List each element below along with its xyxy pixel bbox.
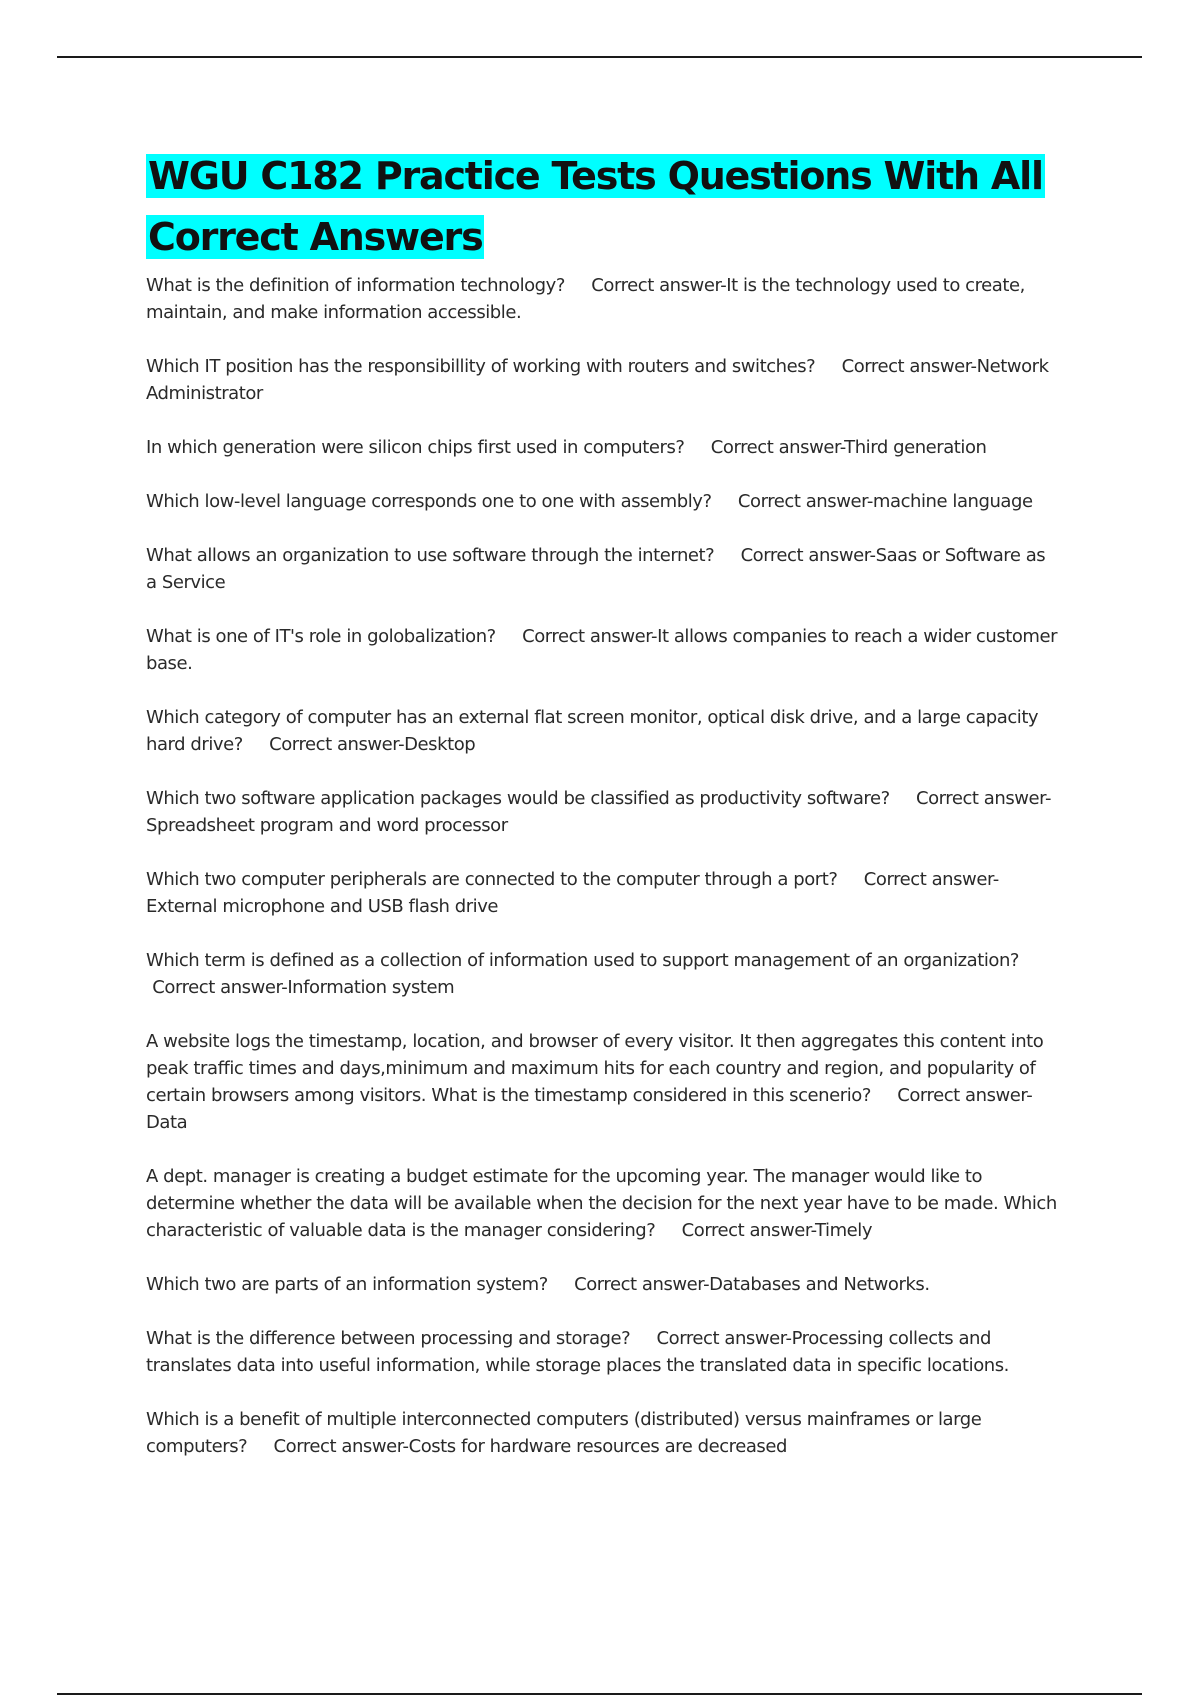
qa-item [146, 1325, 1061, 1379]
qa-item [146, 353, 1061, 407]
answer-text: Correct answer-Timely [681, 1220, 873, 1241]
question-text: Which category of computer has an external flat screen monitor, optical disk drive, and a large capacity hard drive? [146, 707, 1039, 755]
qa-item [146, 1406, 1061, 1460]
question-text: What is the definition of information technology? [146, 275, 565, 296]
question-text: What is the difference between processing and storage? [146, 1328, 631, 1349]
question-text: Which two are parts of an information system? [146, 1274, 548, 1295]
qa-item [146, 1028, 1061, 1136]
question-text: Which IT position has the responsibillity of working with routers and switches? [146, 356, 816, 377]
answer-text: Correct answer-Information system [152, 977, 455, 998]
question-text: What allows an organization to use software through the internet? [146, 545, 715, 566]
answer-text: Correct answer-Network Administrator [146, 356, 1049, 404]
answer-text: Correct answer-It allows companies to reach a wider customer base. [146, 626, 1058, 674]
answer-text: Correct answer-External microphone and USB flash drive [146, 869, 999, 917]
question-text: Which is a benefit of multiple interconnected computers (distributed) versus mainframes or large computers? [146, 1409, 982, 1457]
question-text: Which low-level language corresponds one to one with assembly? [146, 491, 712, 512]
qa-item [146, 272, 1061, 326]
qa-item [146, 947, 1061, 1001]
qa-item [146, 1163, 1061, 1244]
title-highlight: WGU C182 Practice Tests Questions With All Correct Answers [148, 154, 1043, 259]
qa-item [146, 488, 1061, 515]
qa-item [146, 785, 1061, 839]
answer-text: Correct answer-Databases and Networks. [574, 1274, 930, 1295]
answer-text: Correct answer-Spreadsheet program and word processor [146, 788, 1052, 836]
answer-text: Correct answer-Costs for hardware resources are decreased [273, 1436, 787, 1457]
answer-text: Correct answer-Saas or Software as a Service [146, 545, 1046, 593]
question-text: In which generation were silicon chips first used in computers? [146, 437, 685, 458]
answer-text: Correct answer-machine language [737, 491, 1033, 512]
answer-text: Correct answer-Data [146, 1085, 1033, 1133]
question-text: Which two software application packages would be classified as productivity software? [146, 788, 890, 809]
document-body [146, 146, 1061, 1487]
question-text: A website logs the timestamp, location, and browser of every visitor. It then aggregates this content into peak traffic times and days,minimum and maximum hits for each country and region, and popularity of certain browsers among visitors. What is the timestamp considered in this scenerio? [146, 1031, 1044, 1106]
qa-item [146, 704, 1061, 758]
top-rule [57, 56, 1142, 58]
document-title [146, 146, 1061, 268]
answer-text: Correct answer-Desktop [269, 734, 476, 755]
question-text: A dept. manager is creating a budget estimate for the upcoming year. The manager would like to determine whether the data will be available when the decision for the next year have to be made. Which characteristic of valuable data is the manager considering? [146, 1166, 1057, 1241]
bottom-rule [57, 1693, 1142, 1695]
question-text: Which two computer peripherals are connected to the computer through a port? [146, 869, 838, 890]
qa-item [146, 623, 1061, 677]
qa-item [146, 1271, 1061, 1298]
qa-item [146, 434, 1061, 461]
qa-item [146, 542, 1061, 596]
question-text: Which term is defined as a collection of information used to support management of an organization? [146, 950, 1020, 971]
qa-list [146, 272, 1061, 1460]
question-text: What is one of IT's role in golobalization? [146, 626, 496, 647]
answer-text: Correct answer-Third generation [710, 437, 987, 458]
qa-item [146, 866, 1061, 920]
answer-text: Correct answer-It is the technology used to create, maintain, and make information accessible. [146, 275, 1025, 323]
answer-text: Correct answer-Processing collects and translates data into useful information, while storage places the translated data in specific locations. [146, 1328, 1009, 1376]
